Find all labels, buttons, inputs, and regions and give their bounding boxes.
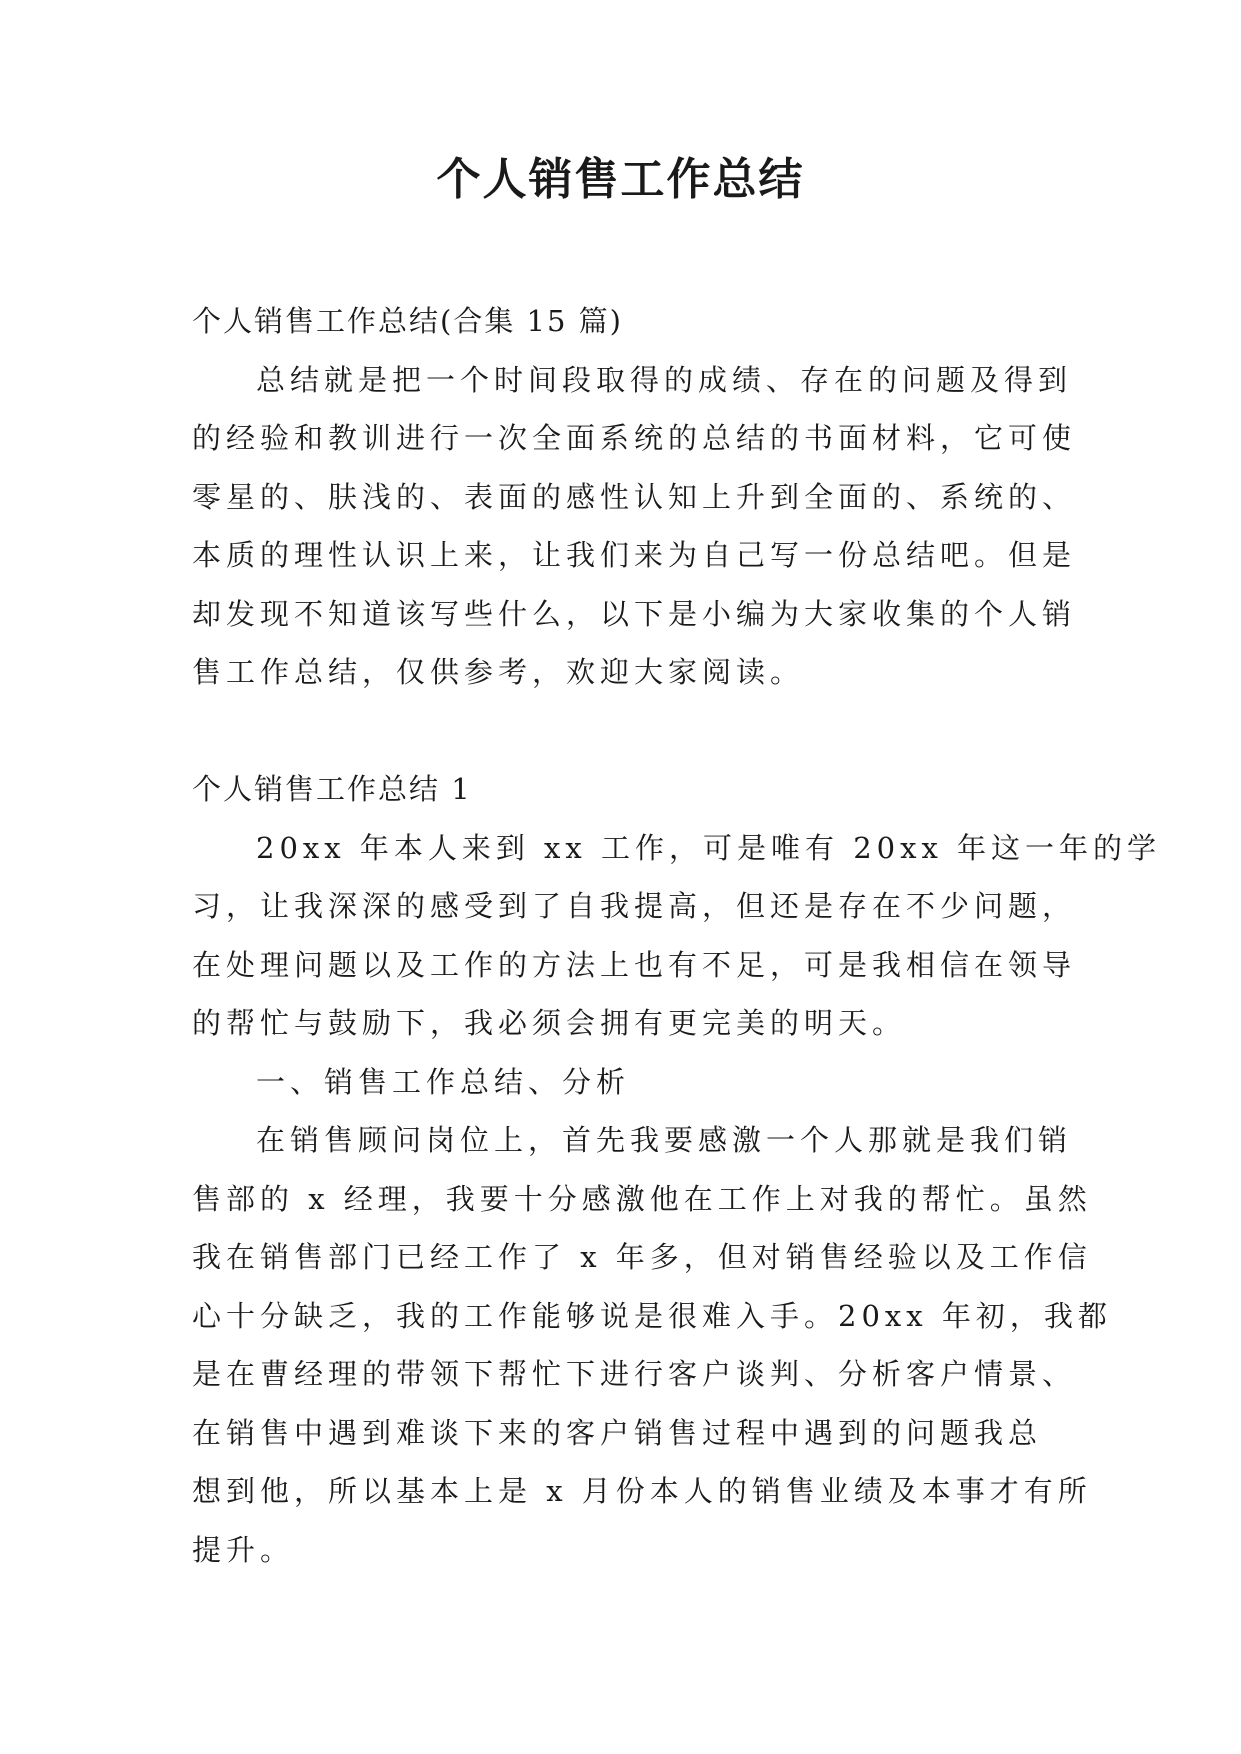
paragraph-line: 我在销售部门已经工作了 x 年多，但对销售经验以及工作信	[192, 1240, 1092, 1274]
paragraph-line: 售工作总结，仅供参考，欢迎大家阅读。	[192, 655, 805, 689]
section-paragraph	[192, 819, 1162, 1053]
paragraph-line: 想到他，所以基本上是 x 月份本人的销售业绩及本事才有所	[192, 1474, 1092, 1508]
paragraph-line: 在销售中遇到难谈下来的客户销售过程中遇到的问题我总	[192, 1415, 1043, 1450]
paragraph-line: 总结就是把一个时间段取得的成绩、存在的问题及得到	[256, 362, 1073, 397]
document-title: 个人销售工作总结	[436, 154, 805, 205]
paragraph-line: 是在曹经理的带领下帮忙下进行客户谈判、分析客户情景、	[192, 1357, 1077, 1391]
paragraph-line: 零星的、肤浅的、表面的感性认知上升到全面的、系统的、	[192, 479, 1077, 514]
paragraph-line: 的帮忙与鼓励下，我必须会拥有更完美的明天。	[192, 1006, 907, 1040]
collection-subtitle: 个人销售工作总结(合集 15 篇)	[192, 304, 623, 338]
paragraph-line: 心十分缺乏，我的工作能够说是很难入手。20xx 年初，我都	[192, 1298, 1112, 1333]
section-paragraph	[192, 1111, 1112, 1579]
paragraph-line: 20xx 年本人来到 xx 工作，可是唯有 20xx 年这一年的学	[256, 830, 1162, 865]
section-heading: 个人销售工作总结 1	[192, 772, 472, 806]
paragraph-line: 却发现不知道该写些什么，以下是小编为大家收集的个人销	[192, 596, 1077, 631]
paragraph-line: 的经验和教训进行一次全面系统的总结的书面材料，它可使	[192, 421, 1077, 455]
document-body	[192, 292, 1162, 1579]
subsection-heading: 一、销售工作总结、分析	[256, 1064, 631, 1099]
blank-line	[192, 702, 1072, 761]
paragraph-line: 在处理问题以及工作的方法上也有不足，可是我相信在领导	[192, 947, 1077, 982]
paragraph-line: 提升。	[192, 1532, 295, 1567]
paragraph-line: 售部的 x 经理，我要十分感激他在工作上对我的帮忙。虽然	[192, 1181, 1092, 1216]
intro-paragraph	[192, 351, 1077, 702]
paragraph-line: 习，让我深深的感受到了自我提高，但还是存在不少问题，	[192, 889, 1077, 923]
paragraph-line: 在销售顾问岗位上，首先我要感激一个人那就是我们销	[256, 1123, 1073, 1157]
paragraph-line: 本质的理性认识上来，让我们来为自己写一份总结吧。但是	[192, 538, 1077, 572]
